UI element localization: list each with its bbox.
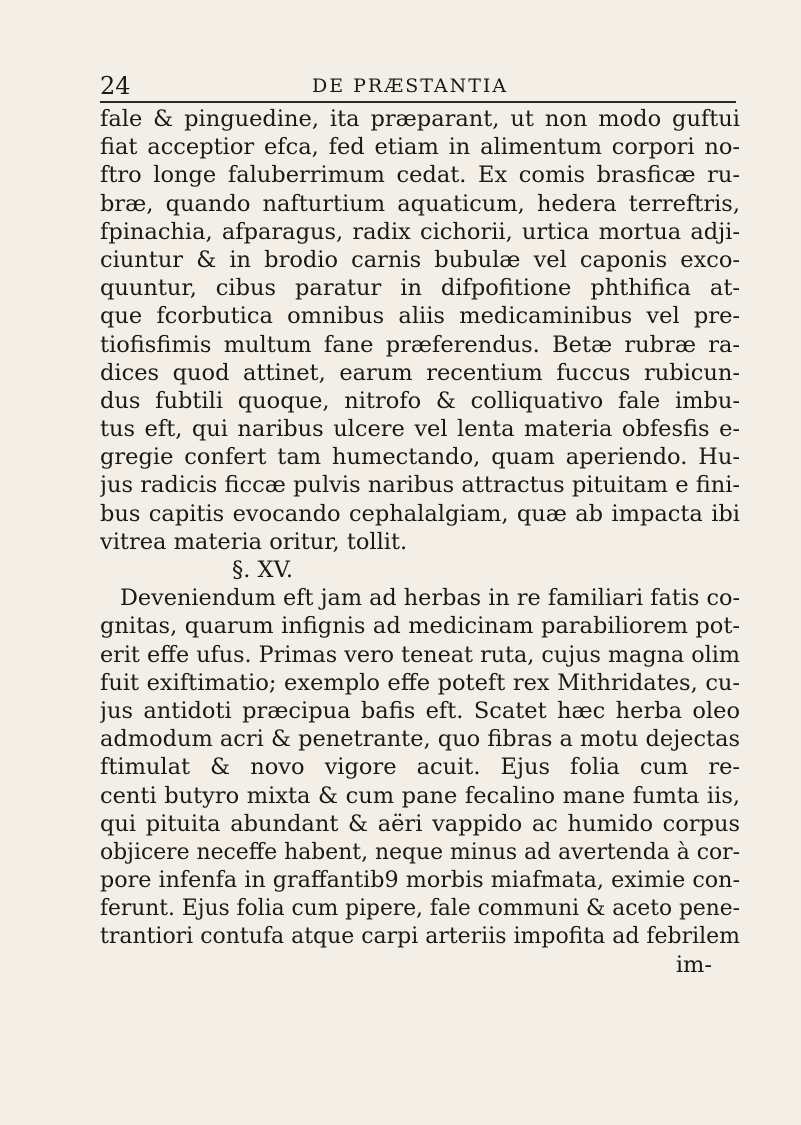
running-head: DE PRÆSTANTIA [312,75,509,97]
text-line: que fcorbutica omnibus aliis medicaminibus vel pre- [100,303,740,330]
text-line: ciuntur & in brodio carnis bubulæ vel caponis exco- [100,246,740,273]
text-line: dices quod attinet, earum recentium fuccus rubicun- [100,359,740,386]
text-line: centi butyro mixta & cum pane fecalino mane fumta iis, [100,782,740,809]
text-line: ferunt. Ejus folia cum pipere, fale communi & aceto pene- [100,895,740,922]
text-line: objicere neceffe habent, neque minus ad avertenda à cor- [100,838,740,865]
body-text [100,105,740,979]
text-line: dus fubtili quoque, nitrofo & colliquativo fale imbu- [100,387,740,414]
text-line: tiofisfimis multum fane præferendus. Betæ rubræ ra- [100,331,740,358]
text-line: jus antidoti præcipua bafis eft. Scatet hæc herba oleo [100,697,740,724]
text-line: tus eft, qui naribus ulcere vel lenta materia obfesfis e- [100,416,740,443]
text-line: trantiori contufa atque carpi arteriis impofita ad febrilem [100,923,740,950]
text-line: fale & pinguedine, ita præparant, ut non modo guftui [100,106,740,132]
text-line: ftimulat & novo vigore acuit. Ejus folia cum re- [100,754,740,781]
section-heading: §. XV. [232,557,294,583]
text-line: fiat acceptior efca, fed etiam in alimentum corpori no- [100,134,740,161]
page-number: 24 [100,72,131,100]
text-line: ftro longe faluberrimum cedat. Ex comis brasficæ ru- [100,162,740,189]
page-header [100,74,740,104]
catchword: im- [675,951,712,978]
text-line: fuit exiftimatio; exemplo effe poteft rex Mithridates, cu- [100,669,740,696]
text-line: Deveniendum eft jam ad herbas in re familiari fatis co- [120,585,740,612]
text-line: erit effe ufus. Primas vero teneat ruta, cujus magna olim [100,641,740,668]
text-line: qui pituita abundant & aëri vappido ac humido corpus [100,810,740,837]
text-line: jus radicis ficcæ pulvis naribus attractus pituitam e fini- [100,472,740,499]
header-rule [100,101,736,103]
text-line: bus capitis evocando cephalalgiam, quæ ab impacta ibi [100,500,740,527]
text-line: admodum acri & penetrante, quo fibras a motu dejectas [100,726,740,753]
text-line: quuntur, cibus paratur in difpofitione phthifica at- [100,275,740,302]
text-line: gnitas, quarum infignis ad medicinam parabiliorem pot- [100,613,740,640]
text-line: vitrea materia oritur, tollit. [100,528,408,555]
text-line: pore infenfa in graffantib9 morbis miafmata, eximie con- [100,867,740,894]
text-line: bræ, quando nafturtium aquaticum, hedera terreftris, [100,190,740,217]
text-line: gregie confert tam humectando, quam aperiendo. Hu- [100,444,740,471]
text-line: fpinachia, afparagus, radix cichorii, urtica mortua adji- [100,218,740,245]
